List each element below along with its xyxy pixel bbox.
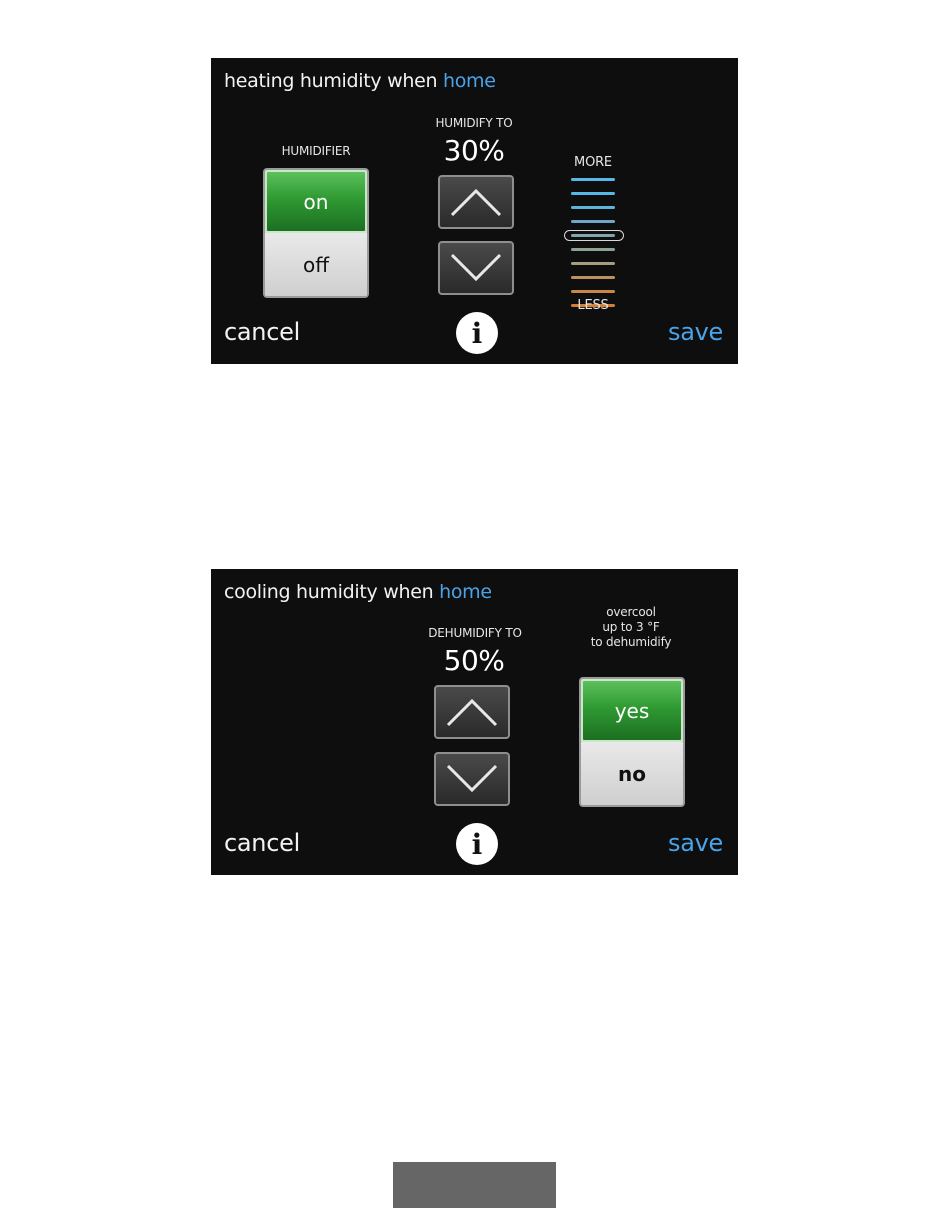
cancel-button[interactable]: cancel [224,829,300,857]
cooling-title [224,581,492,603]
humidifier-off-button[interactable]: off [265,233,367,296]
chevron-down-icon [442,762,502,796]
scale-selected-indicator[interactable] [564,230,624,241]
heating-humidity-screen [211,58,738,364]
humidify-up-button[interactable] [438,175,514,229]
chevron-up-icon [446,185,506,219]
overcool-yes-button[interactable]: yes [581,679,683,742]
save-button[interactable]: save [668,318,723,346]
humidity-level-scale[interactable] [563,156,627,292]
dehumidify-to-label: DEHUMIDIFY TO [428,626,522,640]
scale-less-label: LESS [577,298,609,313]
scale-more-label: MORE [574,155,612,170]
page-footer-block [393,1162,556,1208]
overcool-label-line3: to dehumidify [590,635,672,649]
heating-title-mode: home [442,70,496,92]
heating-title-prefix: heating humidity when [224,70,438,92]
cancel-button[interactable]: cancel [224,318,300,346]
overcool-toggle[interactable] [579,677,685,807]
scale-level-bar[interactable] [571,178,615,181]
heating-title [224,70,496,92]
info-icon[interactable]: i [456,823,498,865]
cooling-title-mode: home [439,581,492,603]
scale-level-bar[interactable] [571,248,615,251]
scale-level-bar[interactable] [571,290,615,293]
humidify-to-label: HUMIDIFY TO [435,116,513,130]
humidifier-label: HUMIDIFIER [281,144,351,158]
humidifier-on-button[interactable]: on [265,170,367,233]
humidifier-toggle[interactable] [263,168,369,298]
dehumidify-value: 50% [443,644,505,677]
dehumidify-up-button[interactable] [434,685,510,739]
overcool-no-button[interactable]: no [581,742,683,805]
scale-level-bar[interactable] [571,262,615,265]
chevron-down-icon [446,251,506,285]
scale-level-bar[interactable] [571,220,615,223]
humidify-value: 30% [443,134,505,167]
scale-level-bar[interactable] [571,192,615,195]
cooling-title-prefix: cooling humidity when [224,581,434,603]
overcool-label-line1: overcool [606,605,656,619]
scale-level-bar[interactable] [571,276,615,279]
cooling-humidity-screen [211,569,738,875]
save-button[interactable]: save [668,829,723,857]
chevron-up-icon [442,695,502,729]
overcool-label-line2: up to 3 °F [602,620,660,634]
humidify-down-button[interactable] [438,241,514,295]
dehumidify-down-button[interactable] [434,752,510,806]
scale-level-bar[interactable] [571,206,615,209]
info-icon[interactable]: i [456,312,498,354]
